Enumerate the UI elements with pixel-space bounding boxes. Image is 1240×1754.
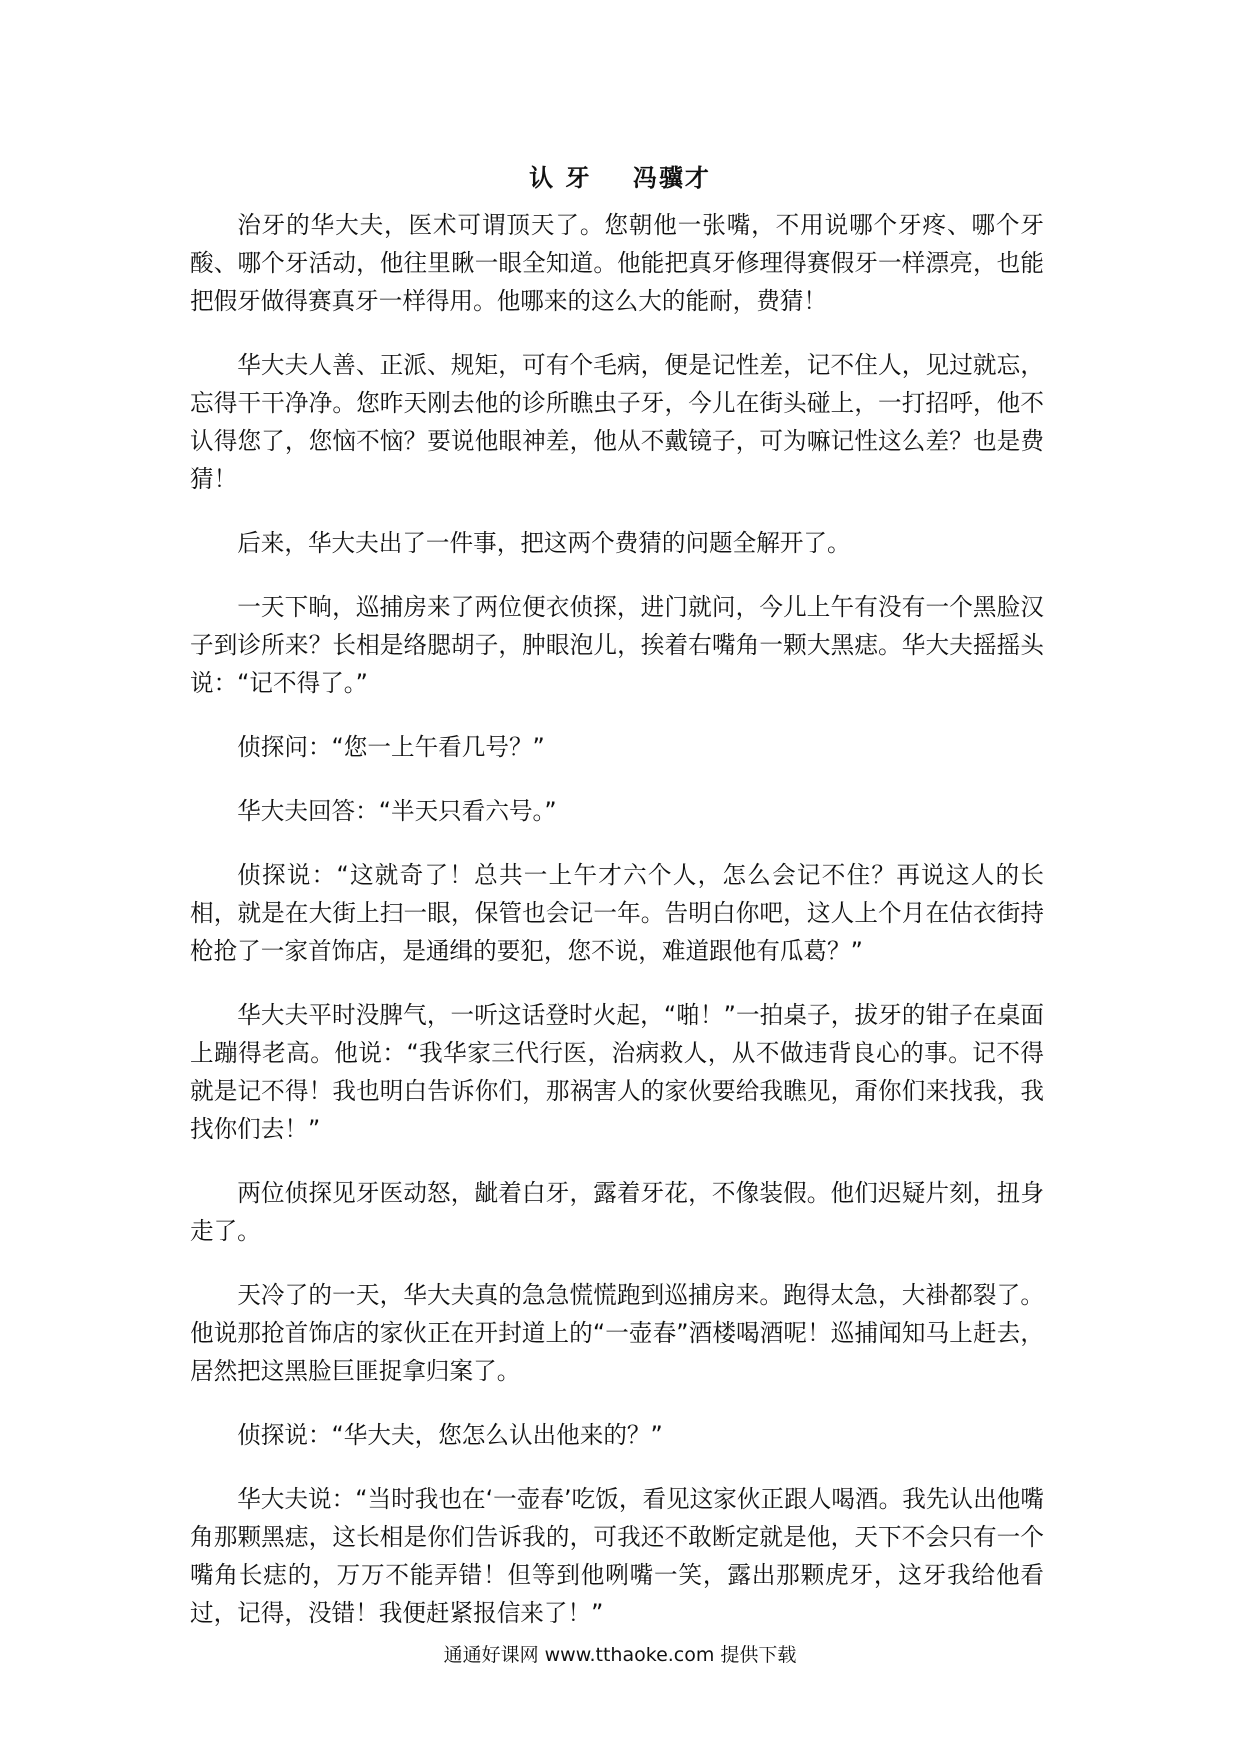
paragraph: 侦探说：“这就奇了！总共一上午才六个人，怎么会记不住？再说这人的长相，就是在大街上扫一眼，保管也会记一年。告明白你吧，这人上个月在估衣街持枪抢了一家首饰店，是通缉的要犯，您不说，难道跟他有瓜葛？” xyxy=(190,861,1044,965)
paragraph: 侦探问：“您一上午看几号？” xyxy=(237,733,545,761)
paragraph: 侦探说：“华大夫，您怎么认出他来的？” xyxy=(237,1421,663,1449)
paragraph: 天冷了的一天，华大夫真的急急慌慌跑到巡捕房来。跑得太急，大褂都裂了。他说那抢首饰店的家伙正在开封道上的“一壶春”酒楼喝酒呢！巡捕闻知马上赶去，居然把这黑脸巨匪捉拿归案了。 xyxy=(190,1281,1044,1385)
page-footer: 通通好课网 www.tthaoke.com 提供下载 xyxy=(443,1644,797,1666)
paragraph: 华大夫平时没脾气，一听这话登时火起，“啪！”一拍桌子，拔牙的钳子在桌面上蹦得老高。他说：“我华家三代行医，治病救人，从不做违背良心的事。记不得就是记不得！我也明白告诉你们，那祸害人的家伙要给我瞧见，甭你们来找我，我找你们去！” xyxy=(190,1001,1044,1143)
paragraph: 后来，华大夫出了一件事，把这两个费猜的问题全解开了。 xyxy=(237,529,851,557)
document-body xyxy=(190,206,1044,1658)
paragraph: 华大夫人善、正派、规矩，可有个毛病，便是记性差，记不住人，见过就忘，忘得干干净净。您昨天刚去他的诊所瞧虫子牙，今儿在街头碰上，一打招呼，他不认得您了，您恼不恼？要说他眼神差，他从不戴镜子，可为嘛记性这么差？也是费猜！ xyxy=(190,351,1044,493)
paragraph: 华大夫回答：“半天只看六号。” xyxy=(237,797,557,825)
paragraph: 一天下晌，巡捕房来了两位便衣侦探，进门就问，今儿上午有没有一个黑脸汉子到诊所来？长相是络腮胡子，肿眼泡儿，挨着右嘴角一颗大黑痣。华大夫摇摇头说：“记不得了。” xyxy=(190,593,1044,697)
paragraph: 两位侦探见牙医动怒，龇着白牙，露着牙花，不像装假。他们迟疑片刻，扭身走了。 xyxy=(190,1179,1044,1245)
document-title: 认 牙 冯骥才 xyxy=(529,164,711,192)
paragraph: 治牙的华大夫，医术可谓顶天了。您朝他一张嘴，不用说哪个牙疼、哪个牙酸、哪个牙活动，他往里瞅一眼全知道。他能把真牙修理得赛假牙一样漂亮，也能把假牙做得赛真牙一样得用。他哪来的这么大的能耐，费猜！ xyxy=(190,211,1044,315)
paragraph: 华大夫说：“当时我也在‘一壶春’吃饭，看见这家伙正跟人喝酒。我先认出他嘴角那颗黑痣，这长相是你们告诉我的，可我还不敢断定就是他，天下不会只有一个嘴角长痣的，万万不能弄错！但等到他咧嘴一笑，露出那颗虎牙，这牙我给他看过，记得，没错！我便赶紧报信来了！” xyxy=(190,1485,1044,1627)
